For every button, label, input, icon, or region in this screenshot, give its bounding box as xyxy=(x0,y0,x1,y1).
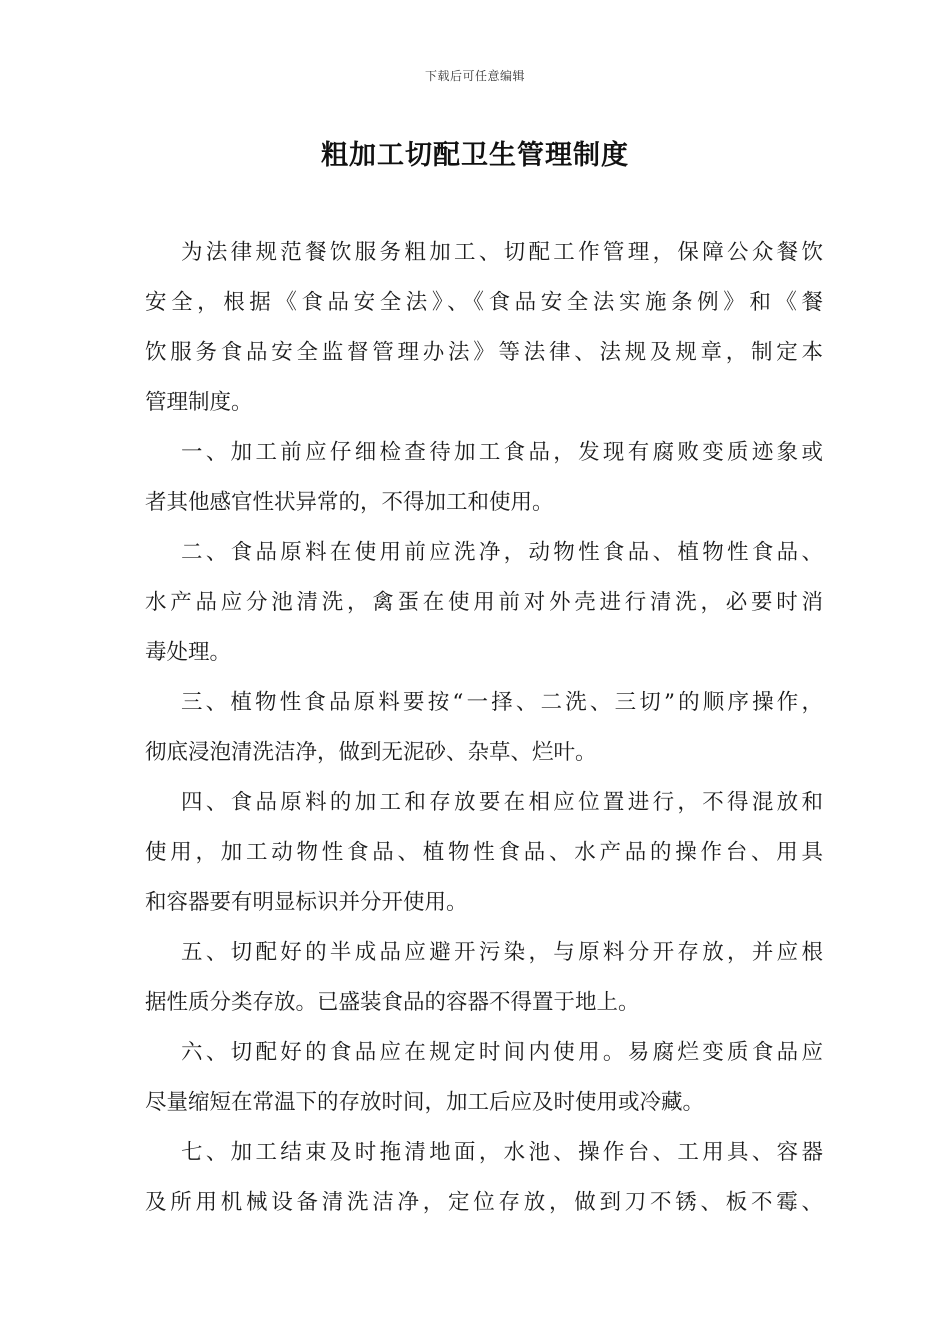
paragraph-intro-line-3: 饮服务食品安全监督管理办法》等法律、法规及规章，制定本 xyxy=(145,340,823,365)
paragraph-1-line-1: 一、加工前应仔细检查待加工食品，发现有腐败变质迹象或 xyxy=(181,440,823,465)
paragraph-6-line-2: 尽量缩短在常温下的存放时间，加工后应及时使用或冷藏。 xyxy=(145,1090,705,1115)
paragraph-2-line-1: 二、食品原料在使用前应洗净，动物性食品、植物性食品、 xyxy=(181,540,823,565)
document-body xyxy=(145,228,823,1228)
header-note: 下载后可任意编辑 xyxy=(424,69,525,83)
paragraph-3-line-1: 三、植物性食品原料要按“一择、二洗、三切”的顺序操作， xyxy=(181,690,823,715)
document-title: 粗加工切配卫生管理制度 xyxy=(321,140,629,171)
paragraph-2-line-3: 毒处理。 xyxy=(145,640,232,665)
paragraph-intro-line-2: 安全，根据《食品安全法》、《食品安全法实施条例》和《餐 xyxy=(145,290,823,315)
paragraph-2-line-2: 水产品应分池清洗，禽蛋在使用前对外壳进行清洗，必要时消 xyxy=(145,590,823,615)
paragraph-6-line-1: 六、切配好的食品应在规定时间内使用。易腐烂变质食品应 xyxy=(181,1040,823,1065)
paragraph-4-line-1: 四、食品原料的加工和存放要在相应位置进行，不得混放和 xyxy=(181,790,823,815)
paragraph-7-line-2: 及所用机械设备清洗洁净，定位存放，做到刀不锈、板不霉、 xyxy=(145,1190,823,1215)
paragraph-intro-line-4: 管理制度。 xyxy=(145,390,253,415)
paragraph-1-line-2: 者其他感官性状异常的，不得加工和使用。 xyxy=(145,490,554,515)
paragraph-3-line-2: 彻底浸泡清洗洁净，做到无泥砂、杂草、烂叶。 xyxy=(145,740,597,765)
paragraph-5-line-1: 五、切配好的半成品应避开污染，与原料分开存放，并应根 xyxy=(181,940,823,965)
paragraph-intro-line-1: 为法律规范餐饮服务粗加工、切配工作管理，保障公众餐饮 xyxy=(181,240,823,265)
paragraph-4-line-2: 使用，加工动物性食品、植物性食品、水产品的操作台、用具 xyxy=(145,840,823,865)
paragraph-7-line-1: 七、加工结束及时拖清地面，水池、操作台、工用具、容器 xyxy=(181,1140,823,1165)
paragraph-5-line-2: 据性质分类存放。已盛装食品的容器不得置于地上。 xyxy=(145,990,640,1015)
paragraph-4-line-3: 和容器要有明显标识并分开使用。 xyxy=(145,890,468,915)
